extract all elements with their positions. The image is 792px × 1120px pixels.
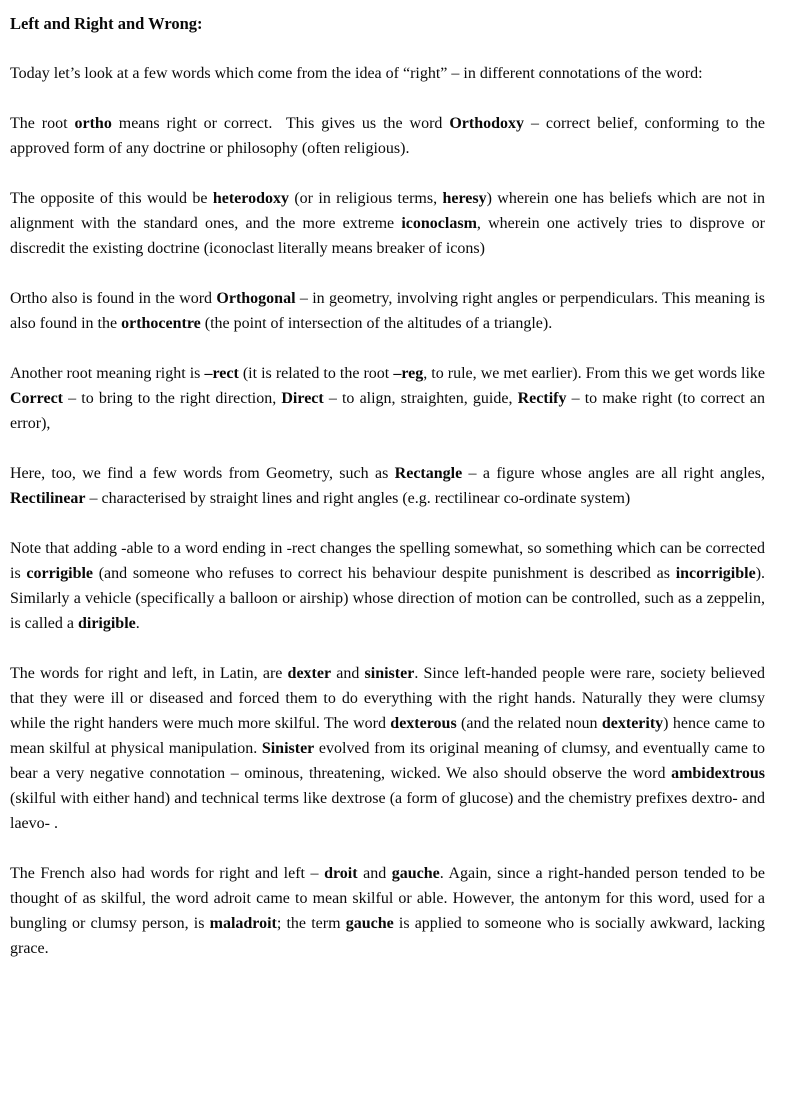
text-run: Another root meaning right is	[10, 365, 205, 382]
bold-term: orthocentre	[121, 315, 201, 332]
text-run: ) hence came to mean skilful at physical manipulation.	[10, 715, 766, 757]
text-run: . Since left-handed people were rare, society believed that they were ill or diseased and forced them to do everything with the right hands. Naturally they were clumsy while the right handers were much more skilful. The word	[10, 665, 765, 732]
bold-term: maladroit	[209, 915, 277, 932]
document-title: Left and Right and Wrong:	[10, 14, 203, 33]
bold-term: Orthodoxy	[449, 115, 525, 132]
text-run: – to bring to the right direction,	[63, 390, 282, 407]
text-run: (and someone who refuses to correct his behaviour despite punishment is described as	[93, 565, 676, 582]
bold-term: Rectangle	[394, 465, 463, 482]
bold-term: dexterity	[601, 715, 664, 732]
text-run: (and the related noun	[456, 715, 602, 732]
text-run: evolved from its original meaning of clumsy, and eventually came to bear a very negative connotation – ominous, threatening, wicked. We also should observe the word	[10, 740, 766, 782]
text-run: ) wherein one has beliefs which are not in alignment with the standard ones, and the more extreme	[10, 190, 766, 232]
bold-term: Correct	[10, 390, 63, 407]
text-run: (the point of intersection of the altitudes of a triangle).	[200, 315, 553, 332]
paragraph	[10, 536, 765, 636]
paragraph	[10, 61, 765, 86]
text-run: – to align, straighten, guide,	[323, 390, 518, 407]
text-run: – a figure whose angles are all right angles,	[462, 465, 765, 482]
bold-term: gauche	[391, 865, 440, 882]
bold-term: –rect	[204, 365, 239, 382]
bold-term: dirigible	[77, 615, 136, 632]
text-run: The opposite of this would be	[10, 190, 213, 207]
bold-term: droit	[324, 865, 358, 882]
text-run: Today let’s look at a few words which come from the idea of “right” – in different connotations of the word:	[10, 65, 703, 82]
text-run: – in geometry, involving right angles or perpendiculars. This meaning is also found in the	[10, 290, 765, 332]
bold-term: incorrigible	[675, 565, 756, 582]
bold-term: gauche	[345, 915, 394, 932]
paragraph	[10, 461, 765, 511]
paragraph	[10, 361, 765, 436]
text-run: . Again, since a right-handed person tended to be thought of as skilful, the word adroit came to mean skilful or able. However, the antonym for this word, used for a bungling or clumsy person, is	[10, 865, 765, 932]
bold-term: heterodoxy	[212, 190, 289, 207]
text-run: – characterised by straight lines and right angles (e.g. rectilinear co-ordinate system)	[85, 490, 631, 507]
bold-term: –reg	[393, 365, 424, 382]
text-run: – to make right (to correct an error),	[10, 390, 766, 432]
paragraph	[10, 186, 765, 261]
text-run: – correct belief, conforming to the approved form of any doctrine or philosophy (often religious).	[10, 115, 766, 157]
text-run: (it is related to the root	[238, 365, 394, 382]
text-run: ). Similarly a vehicle (specifically a balloon or airship) whose direction of motion can be controlled, such as a zeppelin, is called a	[10, 565, 766, 632]
text-run: means right or correct. This gives us the word	[111, 115, 450, 132]
text-run: , to rule, we met earlier). From this we get words like	[423, 365, 766, 382]
text-run: Note that adding -able to a word ending in -rect changes the spelling somewhat, so something which can be corrected is	[10, 540, 765, 582]
text-run: (or in religious terms,	[288, 190, 443, 207]
text-run: (skilful with either hand) and technical terms like dextrose (a form of glucose) and the chemistry prefixes dextro- and laevo- .	[10, 790, 765, 832]
text-run: ; the term	[276, 915, 346, 932]
text-run: The French also had words for right and left –	[10, 865, 325, 882]
bold-term: corrigible	[26, 565, 94, 582]
paragraph	[10, 661, 765, 836]
text-run: Here, too, we find a few words from Geometry, such as	[10, 465, 395, 482]
text-run: , wherein one actively tries to disprove or discredit the existing doctrine (iconoclast literally means breaker of icons)	[10, 215, 765, 257]
bold-term: dexterous	[390, 715, 457, 732]
paragraph	[10, 111, 765, 161]
document-body	[10, 61, 765, 961]
text-run: The root	[10, 115, 75, 132]
text-run: The words for right and left, in Latin, are	[10, 665, 288, 682]
bold-term: Rectilinear	[10, 490, 86, 507]
bold-term: Direct	[281, 390, 324, 407]
bold-term: dexter	[287, 665, 332, 682]
bold-term: iconoclasm	[401, 215, 477, 232]
text-run: is applied to someone who is socially awkward, lacking grace.	[10, 915, 766, 957]
bold-term: Sinister	[261, 740, 315, 757]
bold-term: Rectify	[517, 390, 567, 407]
bold-term: ambidextrous	[671, 765, 765, 782]
paragraph	[10, 861, 765, 961]
bold-term: ortho	[74, 115, 112, 132]
paragraph	[10, 286, 765, 336]
text-run: and	[331, 665, 365, 682]
bold-term: Orthogonal	[216, 290, 296, 307]
text-run: .	[135, 615, 140, 632]
text-run: and	[357, 865, 392, 882]
text-run: Ortho also is found in the word	[10, 290, 217, 307]
bold-term: heresy	[442, 190, 487, 207]
bold-term: sinister	[364, 665, 415, 682]
